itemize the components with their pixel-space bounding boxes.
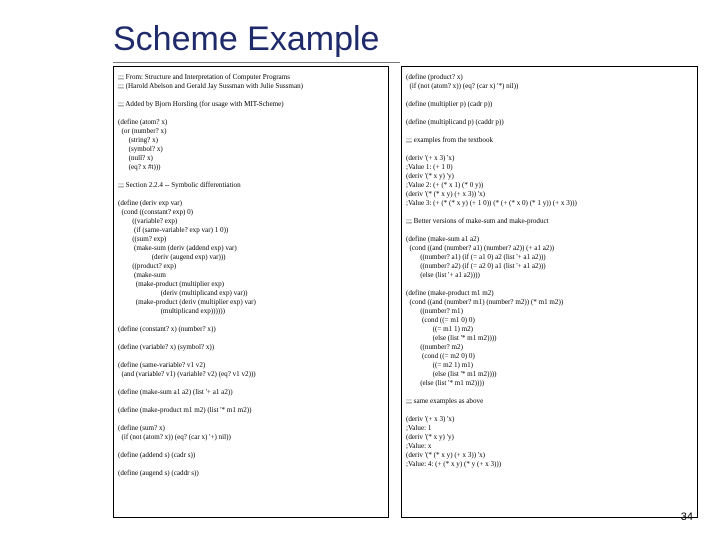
block-gap — [406, 127, 693, 136]
code-line: (define (addend s) (cadr s)) — [118, 451, 196, 459]
block-gap — [406, 406, 693, 415]
code-line: (deriv '(+ x 3) 'x) — [406, 415, 455, 423]
code-line: ((number? m2) — [406, 343, 463, 351]
block-gap — [118, 442, 384, 451]
code-line: ;;; Added by Bjorn Horsling (for usage with MIT-Scheme) — [118, 100, 284, 108]
code-line: (deriv '(* x y) 'y) — [406, 433, 454, 441]
code-line: (define (product? x) — [406, 73, 463, 81]
code-line: (define (atom? x) — [118, 118, 168, 126]
code-line: (string? x) — [118, 136, 158, 144]
code-line: (define (deriv exp var) — [118, 199, 183, 207]
block-gap — [118, 379, 384, 388]
code-line: (cond ((= m2 0) 0) — [406, 352, 475, 360]
block-gap — [118, 334, 384, 343]
code-line: (else (list '+ a1 a2)))) — [406, 271, 480, 279]
code-block — [406, 415, 693, 469]
code-line: ;Value: x — [406, 442, 432, 450]
code-line: (else (list '* m1 m2)))) — [406, 334, 497, 342]
code-line: ;;; examples from the textbook — [406, 136, 494, 144]
code-line: (define (constant? x) (number? x)) — [118, 325, 216, 333]
slide-title: Scheme Example — [113, 20, 380, 58]
block-gap — [406, 280, 693, 289]
code-line: ((variable? exp) — [118, 217, 178, 225]
code-line: (or (number? x) — [118, 127, 167, 135]
block-gap — [118, 397, 384, 406]
code-line: (define (multiplicand p) (caddr p)) — [406, 118, 504, 126]
code-line: (deriv '(+ x 3) 'x) — [406, 154, 455, 162]
code-line: (else (list '* m1 m2)))) — [406, 379, 485, 387]
code-block — [118, 361, 384, 379]
code-line: ;;; Section 2.2.4 -- Symbolic differentiation — [118, 181, 241, 189]
code-block — [118, 388, 384, 397]
code-line: (define (make-product m1 m2) — [406, 289, 494, 297]
code-line: ;;; same examples as above — [406, 397, 484, 405]
page-number: 34 — [680, 511, 693, 523]
code-line: (cond ((constant? exp) 0) — [118, 208, 194, 216]
block-gap — [118, 109, 384, 118]
code-block — [406, 154, 693, 208]
code-block — [118, 100, 384, 109]
code-line: (define (make-sum a1 a2) (list '+ a1 a2)) — [118, 388, 233, 396]
code-block — [118, 343, 384, 352]
code-line: ;;; From: Structure and Interpretation of Computer Programs — [118, 73, 290, 81]
block-gap — [406, 145, 693, 154]
code-line: (if (not (atom? x)) (eq? (car x) '*) nil)) — [406, 82, 519, 90]
block-gap — [406, 226, 693, 235]
code-block — [118, 424, 384, 442]
code-line: (define (variable? x) (symbol? x)) — [118, 343, 215, 351]
code-line: (and (variable? v1) (variable? v2) (eq? v1 v2))) — [118, 370, 256, 378]
code-line: (define (augend s) (caddr s)) — [118, 469, 199, 477]
code-line: (else (list '* m1 m2)))) — [406, 370, 497, 378]
block-gap — [406, 109, 693, 118]
code-box-left — [113, 66, 389, 518]
code-line: (define (sum? x) — [118, 424, 165, 432]
block-gap — [118, 172, 384, 181]
code-line: ;Value 1: (+ 1 0) — [406, 163, 453, 171]
block-gap — [406, 208, 693, 217]
code-line: (make-product (deriv (multiplier exp) var) — [118, 298, 256, 306]
code-block — [118, 199, 384, 316]
code-line: ;Value: 1 — [406, 424, 432, 432]
code-line: (cond ((= m1 0) 0) — [406, 316, 475, 324]
code-line: ;;; Better versions of make-sum and make-product — [406, 217, 549, 225]
code-block — [406, 217, 693, 226]
block-gap — [118, 316, 384, 325]
code-line: (make-product (multiplier exp) — [118, 280, 224, 288]
code-block — [406, 100, 693, 109]
code-line: ((= m1 1) m2) — [406, 325, 474, 333]
code-line: ;Value: 4: (+ (* x y) (* y (+ x 3))) — [406, 460, 502, 468]
code-line: (define (same-variable? v1 v2) — [118, 361, 206, 369]
code-line: (deriv (augend exp) var))) — [118, 253, 226, 261]
code-block — [118, 181, 384, 190]
code-line: (deriv (multiplicand exp) var)) — [118, 289, 248, 297]
code-block — [406, 136, 693, 145]
code-line: (define (make-product m1 m2) (list '* m1 m2)) — [118, 406, 252, 414]
code-line: (deriv '(* x y) 'y) — [406, 172, 454, 180]
code-line: ((number? a2) (if (= a2 0) a1 (list '+ a1 a2))) — [406, 262, 546, 270]
code-line: (make-sum — [118, 271, 166, 279]
code-line: ((number? a1) (if (= a1 0) a2 (list '+ a1 a2))) — [406, 253, 546, 261]
code-line: (deriv '(* (* x y) (+ x 3)) 'x) — [406, 451, 486, 459]
code-line: ((product? exp) — [118, 262, 177, 270]
code-line: ;Value 2: (+ (* x 1) (* 0 y)) — [406, 181, 484, 189]
block-gap — [118, 352, 384, 361]
code-line: (deriv '(* (* x y) (+ x 3)) 'x) — [406, 190, 486, 198]
code-line: ;Value 3: (+ (* (* x y) (+ 1 0)) (* (+ (* x 0) (* 1 y)) (+ x 3))) — [406, 199, 577, 207]
block-gap — [118, 190, 384, 199]
code-line: (define (multiplier p) (cadr p)) — [406, 100, 493, 108]
code-block — [406, 397, 693, 406]
code-block — [118, 73, 384, 91]
code-block — [406, 235, 693, 280]
code-block — [118, 469, 384, 478]
code-block — [406, 73, 693, 91]
code-block — [118, 406, 384, 415]
title-underline — [113, 62, 400, 63]
code-line: (eq? x #t))) — [118, 163, 161, 171]
code-block — [118, 451, 384, 460]
code-box-right — [401, 66, 698, 518]
code-line: (define (make-sum a1 a2) — [406, 235, 480, 243]
code-line: (cond ((and (number? m1) (number? m2)) (* m1 m2)) — [406, 298, 564, 306]
code-block — [406, 118, 693, 127]
code-line: ;;; (Harold Abelson and Gerald Jay Sussman with Julie Sussman) — [118, 82, 304, 90]
block-gap — [118, 415, 384, 424]
code-block — [118, 118, 384, 172]
code-line: ((number? m1) — [406, 307, 463, 315]
code-line: (symbol? x) — [118, 145, 163, 153]
block-gap — [118, 460, 384, 469]
code-line: (make-sum (deriv (addend exp) var) — [118, 244, 237, 252]
block-gap — [406, 388, 693, 397]
block-gap — [406, 91, 693, 100]
code-line: (if (not (atom? x)) (eq? (car x) '+) nil)) — [118, 433, 231, 441]
code-line: ((= m2 1) m1) — [406, 361, 474, 369]
code-block — [406, 289, 693, 388]
code-line: ((sum? exp) — [118, 235, 167, 243]
code-line: (if (same-variable? exp var) 1 0)) — [118, 226, 229, 234]
code-line: (null? x) — [118, 154, 153, 162]
block-gap — [118, 91, 384, 100]
code-line: (cond ((and (number? a1) (number? a2)) (+ a1 a2)) — [406, 244, 555, 252]
code-line: (multiplicand exp)))))) — [118, 307, 225, 315]
code-block — [118, 325, 384, 334]
